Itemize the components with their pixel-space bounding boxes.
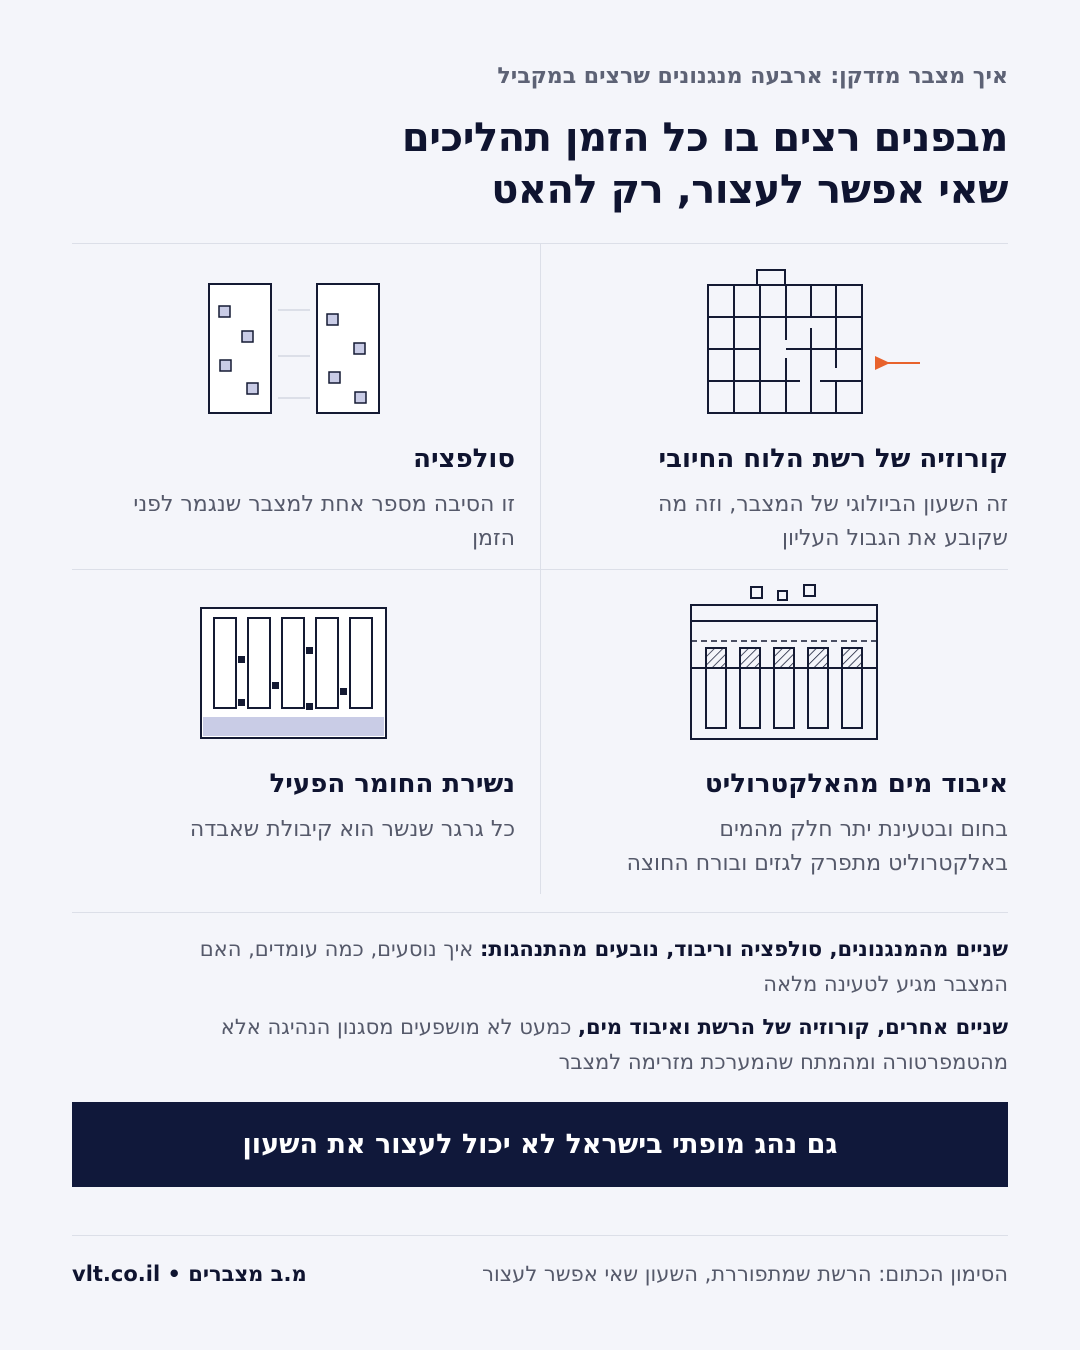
description-line-2: באלקטרוליט מתפרק לגזים ובורח החוצה [626,851,1008,876]
kicker: איך מצבר מזדקן: ארבעה מנגנונים שרצים במקביל [497,64,1008,89]
paragraph-text: איך נוסעים, כמה עומדים, האם [199,937,481,961]
water-loss-cells-icon [688,581,888,743]
mechanism-title: נשירת החומר הפעיל [269,769,515,799]
paragraph-bold-lead: שניים אחרים, קורוזיה של הרשת ואיבוד מים, [578,1015,1008,1039]
headline [402,112,1008,216]
description-line-2: שקובע את הגבול העליון [781,526,1008,551]
description-line-1: זה השעון הביולוגי של המצבר, וזה מה [657,492,1008,517]
paragraph-line-1 [72,932,1008,967]
behavior-paragraph [72,932,1008,1002]
headline-line-2: שאי אפשר לעצור, רק להאט [491,167,1008,213]
mechanism-title: סולפציה [413,444,515,474]
mechanism-title: קורוזיה של רשת הלוח החיובי [658,444,1008,474]
description-line-1: זו הסיבה מספר אחת למצבר שנגמר לפני [133,492,515,517]
corroded-grid-icon [700,268,930,418]
description-line-1: כל גרגר שנשר הוא קיבולת שאבדה [189,817,515,842]
footer-divider [72,1235,1008,1236]
conclusion-banner: גם נהג מופתי בישראל לא יכול לעצור את השעון [72,1102,1008,1187]
shedding-plates-icon [198,605,390,743]
infographic-page [72,0,1008,1350]
headline-line-1: מבפנים רצים בו כל הזמן תהליכים [401,115,1008,161]
paragraph-bold-lead: שניים מהמנגנונים, סולפציה וריבוד, נובעים מהתנהגות: [480,937,1008,961]
mechanisms-grid [72,243,1008,893]
paragraph-line-2: המצבר מגיע לטעינה מלאה [763,972,1008,996]
mechanism-corrosion [540,244,1008,569]
mechanism-description [658,488,1008,556]
description-line-2: הזמן [472,526,515,551]
mechanism-water-loss [540,569,1008,894]
sulfation-plates-icon [202,280,392,420]
mechanism-title: איבוד מים מהאלקטרוליט [704,769,1008,799]
footer-brand: מ.ב מצברים • vlt.co.il [72,1262,307,1286]
section-divider [72,912,1008,913]
mechanism-description [133,488,515,556]
description-line-1: בחום ובטעינת יתר חלק מהמים [719,817,1008,842]
mechanism-description [627,813,1008,881]
mechanism-description [190,813,515,847]
paragraph-line-1 [72,1010,1008,1045]
paragraph-line-2: מהטמפרטורה ומהמתח שהמערכת מזרימה למצבר [558,1050,1008,1074]
mechanism-sulfation [72,244,540,569]
mechanism-shedding [72,569,540,894]
paragraph-text: כמעט לא מושפעים מסגנון הנהיגה אלא [220,1015,579,1039]
footer-legend-note: הסימון הכתום: הרשת שמתפוררת, השעון שאי אפשר לעצור [482,1262,1008,1286]
temperature-paragraph [72,1010,1008,1080]
